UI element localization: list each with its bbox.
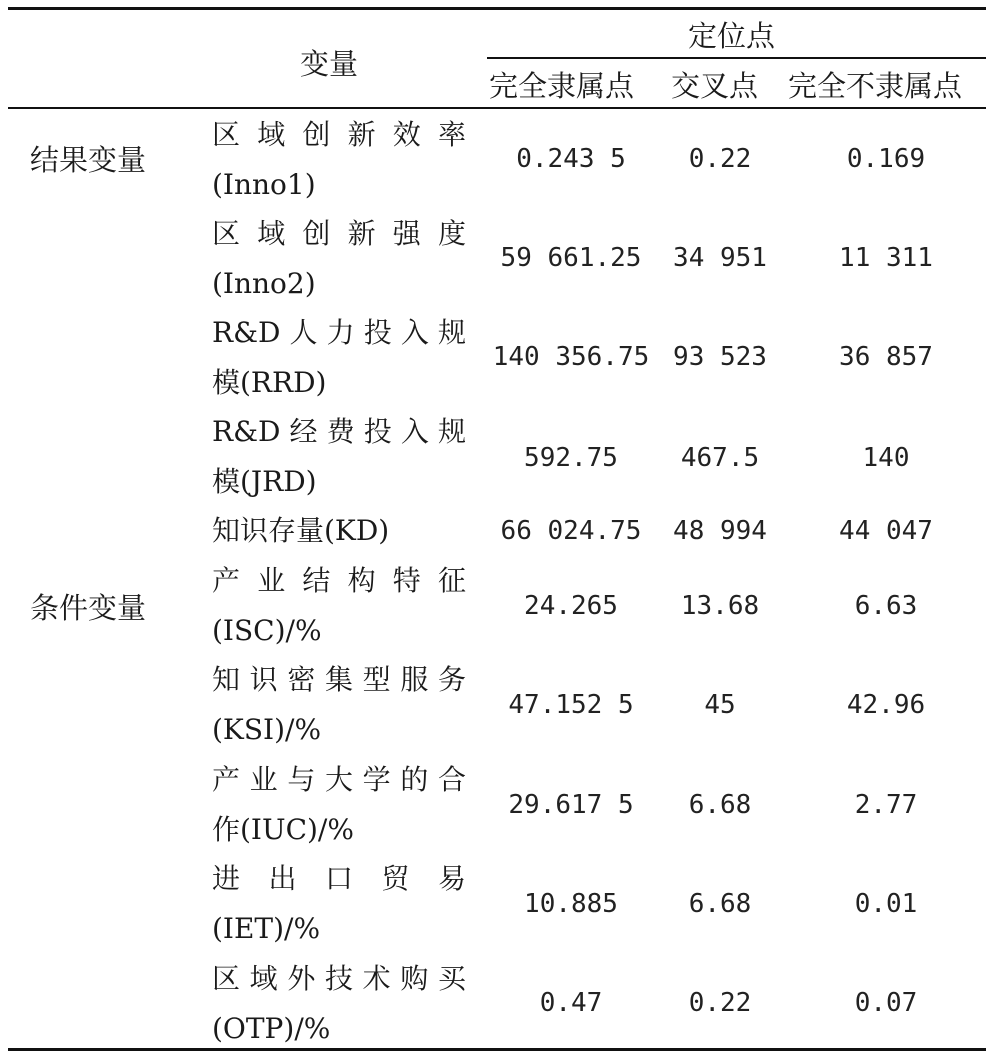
- value-full-membership: 59 661.25: [500, 243, 642, 273]
- value-crossover: 13.68: [680, 591, 760, 621]
- row-variable-name: [212, 407, 466, 507]
- header-col-full-nonmembership: 完全不隶属点: [788, 69, 963, 103]
- row-variable-name: [212, 655, 466, 755]
- row-variable-name: [212, 954, 466, 1054]
- value-crossover: 34 951: [673, 243, 767, 273]
- variable-name-line1: 产业结构特征: [212, 564, 466, 597]
- variable-name-line2: (KSI)/%: [212, 713, 322, 746]
- value-full-nonmembership: 44 047: [839, 516, 933, 546]
- value-full-nonmembership: 11 311: [839, 243, 933, 273]
- value-full-membership: 29.617 5: [508, 790, 634, 820]
- variable-name-line1: 进出口贸易: [212, 862, 466, 895]
- variable-name-line1: 区域创新效率: [212, 118, 466, 151]
- header-sub-rule: [487, 57, 986, 59]
- value-full-nonmembership: 0.01: [854, 889, 918, 919]
- variable-name-line2: (ISC)/%: [212, 614, 322, 647]
- value-full-nonmembership: 42.96: [846, 690, 926, 720]
- variable-name-line2: (Inno2): [212, 267, 316, 300]
- variable-name-line2: (IET)/%: [212, 912, 321, 945]
- header-col-crossover: 交叉点: [671, 69, 759, 103]
- row-variable-name: [212, 110, 466, 210]
- variable-name-line1: R&D经费投入规: [212, 415, 466, 448]
- row-variable-name: [212, 755, 466, 855]
- value-full-nonmembership: 36 857: [839, 342, 933, 372]
- value-crossover: 93 523: [673, 342, 767, 372]
- row-variable-name: [212, 506, 466, 556]
- variable-name-line2: 作(IUC)/%: [212, 813, 354, 846]
- value-full-membership: 0.47: [539, 988, 603, 1018]
- top-rule: [8, 7, 986, 10]
- value-full-membership: 24.265: [524, 591, 618, 621]
- row-variable-name: [212, 308, 466, 408]
- variable-name-line1: 知识存量(KD): [212, 514, 390, 547]
- value-full-membership: 66 024.75: [500, 516, 642, 546]
- variable-name-line2: (OTP)/%: [212, 1012, 331, 1045]
- variable-name-line1: 产业与大学的合: [212, 763, 466, 796]
- group-outcome-label: 结果变量: [30, 143, 147, 177]
- variable-name-line2: 模(JRD): [212, 465, 317, 498]
- value-crossover: 467.5: [680, 443, 760, 473]
- value-full-nonmembership: 6.63: [854, 591, 918, 621]
- value-full-nonmembership: 0.07: [854, 988, 918, 1018]
- value-full-membership: 140 356.75: [492, 342, 650, 372]
- header-group: 定位点: [688, 19, 776, 53]
- value-full-nonmembership: 140: [862, 443, 910, 473]
- header-variable: 变量: [300, 47, 359, 81]
- header-col-full-membership: 完全隶属点: [489, 69, 635, 103]
- bottom-rule: [8, 1048, 986, 1051]
- row-variable-name: [212, 556, 466, 656]
- value-crossover: 6.68: [688, 889, 752, 919]
- variable-name-line2: (Inno1): [212, 168, 316, 201]
- value-crossover: 48 994: [673, 516, 767, 546]
- value-full-membership: 47.152 5: [508, 690, 634, 720]
- value-full-nonmembership: 2.77: [854, 790, 918, 820]
- value-full-membership: 10.885: [524, 889, 618, 919]
- value-crossover: 0.22: [688, 144, 752, 174]
- value-crossover: 0.22: [688, 988, 752, 1018]
- variable-name-line1: R&D人力投入规: [212, 316, 466, 349]
- value-full-membership: 0.243 5: [516, 144, 626, 174]
- variable-name-line2: 模(RRD): [212, 366, 327, 399]
- group-condition-label: 条件变量: [30, 591, 147, 625]
- variable-name-line1: 区域创新强度: [212, 217, 466, 250]
- value-full-membership: 592.75: [524, 443, 618, 473]
- row-variable-name: [212, 854, 466, 954]
- value-crossover: 6.68: [688, 790, 752, 820]
- row-variable-name: [212, 209, 466, 309]
- header-rule: [8, 107, 986, 109]
- value-crossover: 45: [704, 690, 736, 720]
- variable-name-line1: 区域外技术购买: [212, 962, 466, 995]
- value-full-nonmembership: 0.169: [846, 144, 926, 174]
- variable-name-line1: 知识密集型服务: [212, 663, 466, 696]
